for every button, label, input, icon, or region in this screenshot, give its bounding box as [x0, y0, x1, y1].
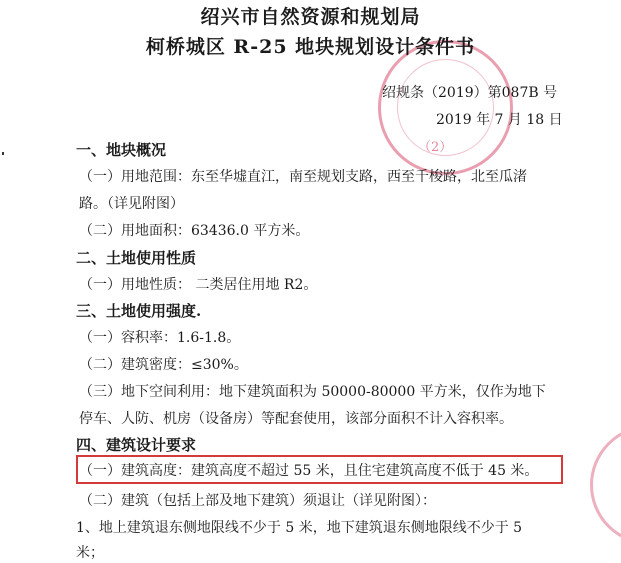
building-density: （二）建筑密度：≤30%。 — [79, 357, 248, 373]
document-number: 绍规条（2019）第087B 号 — [382, 85, 558, 101]
plot-ratio: （一）容积率：1.6-1.8。 — [79, 330, 241, 346]
building-height: （一）建筑高度：建筑高度不超过 55 米，且住宅建筑高度不低于 45 米。 — [79, 463, 539, 479]
margin-mark — [2, 152, 4, 155]
section-heading-intensity: 三、土地使用强度. — [76, 302, 202, 320]
section-heading-design-requirements: 四、建筑设计要求 — [76, 436, 197, 454]
setback-requirement: （二）建筑（包括上部及地下建筑）须退让（详见附图）： — [79, 493, 436, 509]
setback-item1-line1: 1、地上建筑退东侧地限线不少于 5 米，地下建筑退东侧地限线不少于 5 — [76, 520, 523, 536]
section-heading-land-use: 二、土地使用性质 — [76, 249, 197, 267]
underground-space-line2: 停车、人防、机房（设备房）等配套使用，该部分面积不计入容积率。 — [79, 411, 513, 427]
site-area: （二）用地面积：63436.0 平方米。 — [79, 223, 310, 239]
document-title: 柯桥城区 R-25 地块规划设计条件书 — [145, 36, 476, 58]
land-use-type: （一）用地性质： 二类居住用地 R2。 — [79, 277, 318, 293]
setback-item1-line2: 米； — [76, 545, 104, 561]
site-range-line1: （一）用地范围：东至华墟直江，南至规划支路，西至千梭路，北至瓜渚 — [79, 169, 527, 185]
issuer-title: 绍兴市自然资源和规划局 — [200, 6, 421, 28]
underground-space-line1: （三）地下空间利用：地下建筑面积为 50000-80000 平方米，仅作为地下 — [79, 384, 546, 400]
site-range-line2: 路。（详见附图） — [79, 196, 184, 212]
section-heading-site-overview: 一、地块概况 — [76, 141, 167, 159]
seal-number-label: （2） — [418, 140, 453, 155]
second-seal-stamp — [590, 425, 621, 545]
document-date: 2019 年 7 月 18 日 — [436, 112, 563, 128]
